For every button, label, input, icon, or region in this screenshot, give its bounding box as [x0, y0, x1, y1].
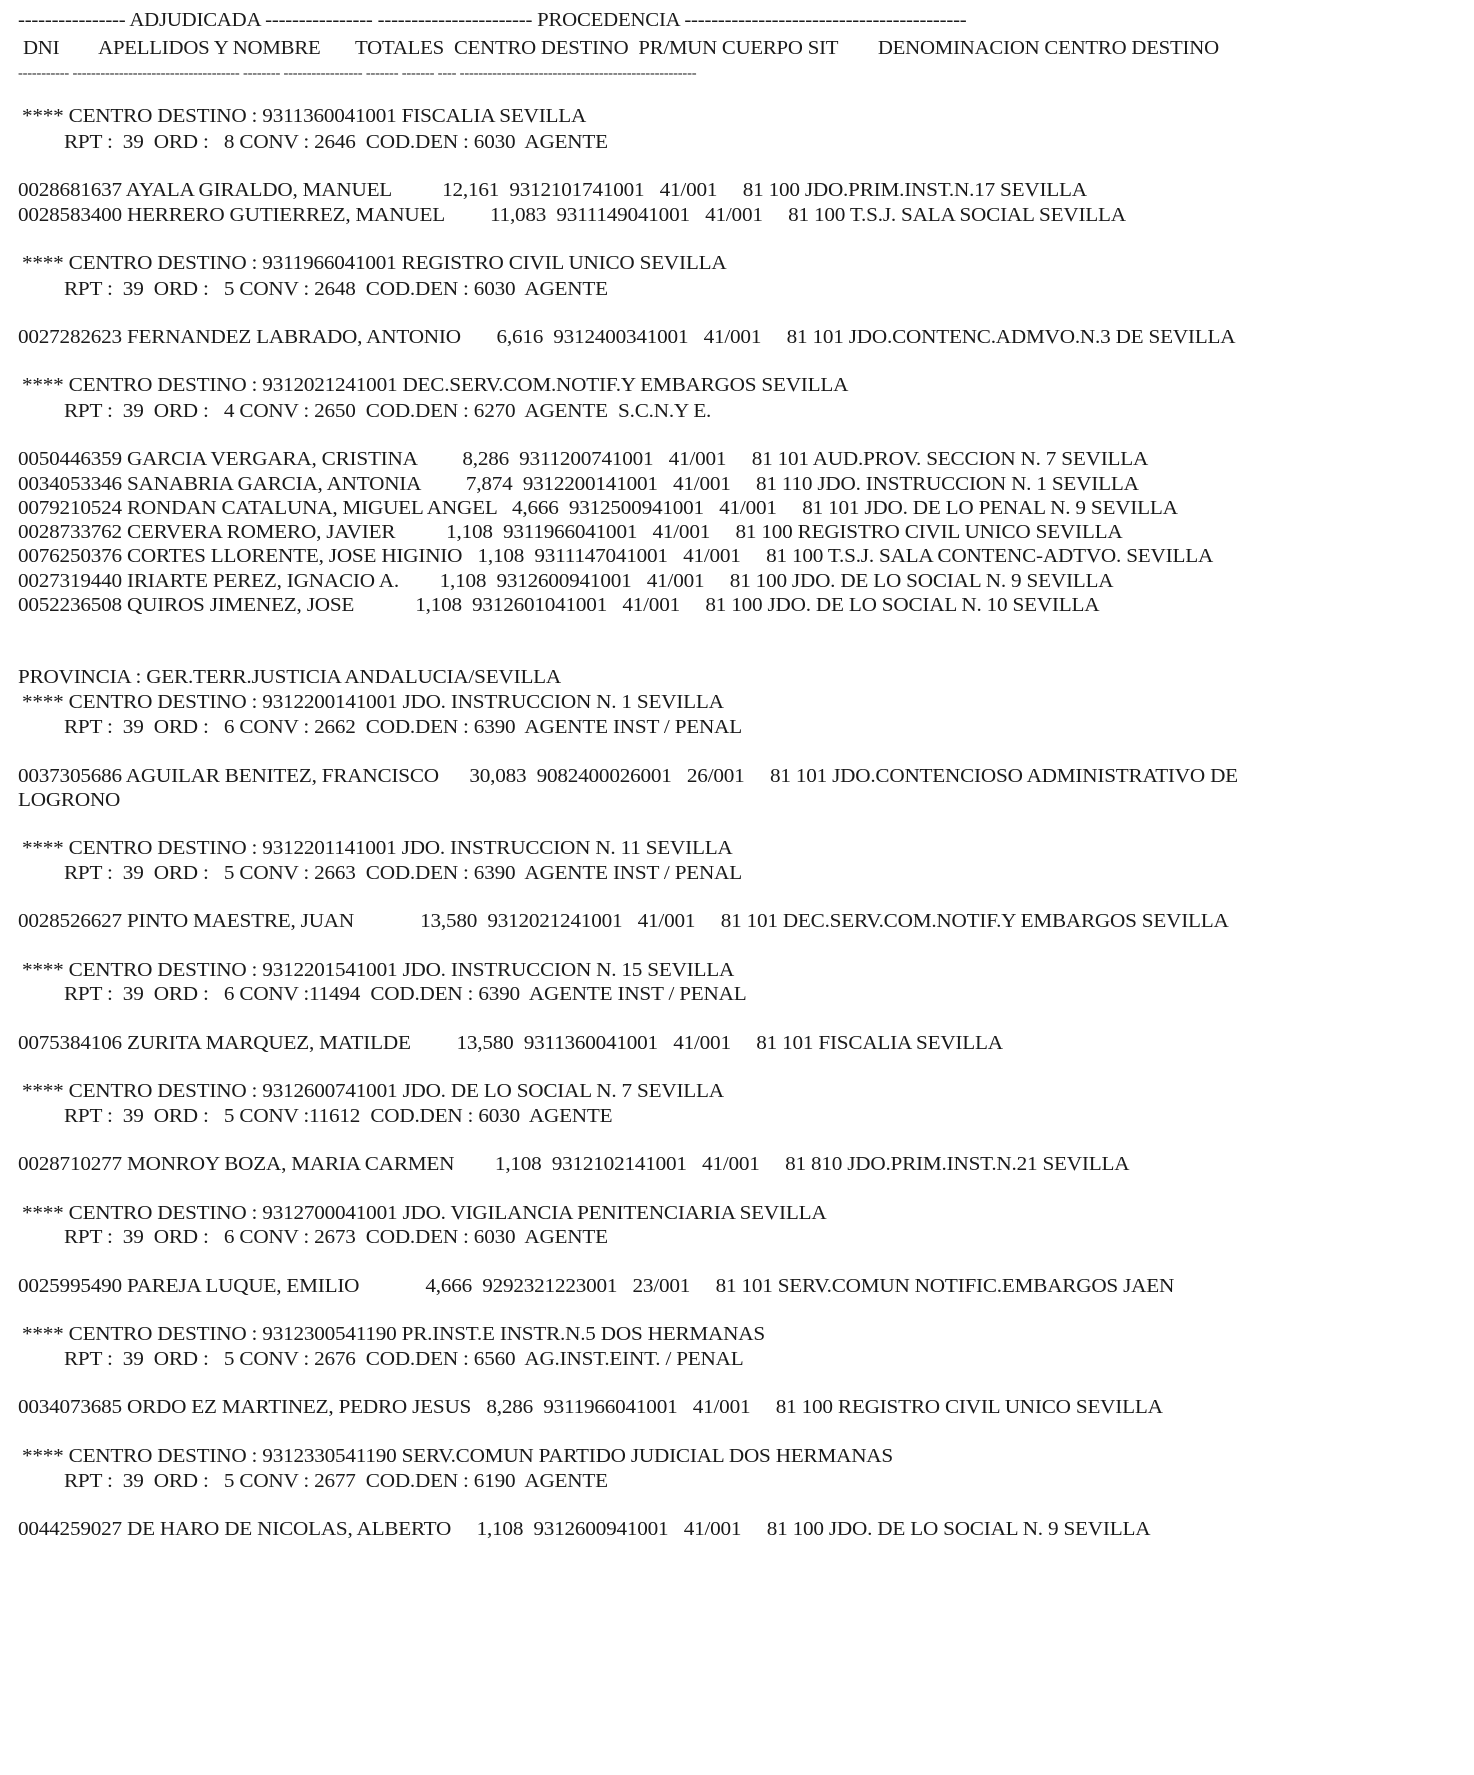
centro-destino-heading: **** CENTRO DESTINO : 9312201141001 JDO. INSTRUCCION N. 11 SEVILLA: [22, 837, 733, 859]
rpt-line: RPT : 39 ORD : 8 CONV : 2646 COD.DEN : 6030 AGENTE: [64, 131, 608, 153]
rpt-line: RPT : 39 ORD : 5 CONV : 2663 COD.DEN : 6390 AGENTE INST / PENAL: [64, 862, 742, 884]
centro-destino-heading: **** CENTRO DESTINO : 9312200141001 JDO. INSTRUCCION N. 1 SEVILLA: [22, 691, 724, 713]
rpt-line: RPT : 39 ORD : 4 CONV : 2650 COD.DEN : 6270 AGENTE S.C.N.Y E.: [64, 400, 712, 422]
table-row: 0037305686 AGUILAR BENITEZ, FRANCISCO 30,083 9082400026001 26/001 81 101 JDO.CONTENCIOSO ADMINISTRATIVO DE: [18, 765, 1238, 787]
table-row: 0044259027 DE HARO DE NICOLAS, ALBERTO 1,108 9312600941001 41/001 81 100 JDO. DE LO SOCIAL N. 9 SEVILLA: [18, 1518, 1151, 1540]
rpt-line: RPT : 39 ORD : 5 CONV : 2676 COD.DEN : 6560 AG.INST.EINT. / PENAL: [64, 1348, 744, 1370]
table-row: 0028681637 AYALA GIRALDO, MANUEL 12,161 9312101741001 41/001 81 100 JDO.PRIM.INST.N.17 SEVILLA: [18, 179, 1087, 201]
table-row: 0027319440 IRIARTE PEREZ, IGNACIO A. 1,108 9312600941001 41/001 81 100 JDO. DE LO SOCIAL N. 9 SEVILLA: [18, 570, 1114, 592]
centro-destino-heading: **** CENTRO DESTINO : 9312600741001 JDO. DE LO SOCIAL N. 7 SEVILLA: [22, 1080, 724, 1102]
table-row: 0076250376 CORTES LLORENTE, JOSE HIGINIO 1,108 9311147041001 41/001 81 100 T.S.J. SALA CONTENC-ADTVO. SEVILLA: [18, 545, 1214, 567]
table-row: 0025995490 PAREJA LUQUE, EMILIO 4,666 9292321223001 23/001 81 101 SERV.COMUN NOTIFIC.EMBARGOS JAEN: [18, 1275, 1175, 1297]
rpt-line: RPT : 39 ORD : 6 CONV : 2662 COD.DEN : 6390 AGENTE INST / PENAL: [64, 716, 742, 738]
table-row: 0034053346 SANABRIA GARCIA, ANTONIA 7,874 9312200141001 41/001 81 110 JDO. INSTRUCCION N. 1 SEVILLA: [18, 473, 1139, 495]
table-row: 0028710277 MONROY BOZA, MARIA CARMEN 1,108 9312102141001 41/001 81 810 JDO.PRIM.INST.N.21 SEVILLA: [18, 1153, 1130, 1175]
table-row: 0075384106 ZURITA MARQUEZ, MATILDE 13,580 9311360041001 41/001 81 101 FISCALIA SEVILLA: [18, 1032, 1003, 1054]
centro-destino-heading: **** CENTRO DESTINO : 9311360041001 FISCALIA SEVILLA: [22, 105, 587, 127]
centro-destino-heading: **** CENTRO DESTINO : 9311966041001 REGISTRO CIVIL UNICO SEVILLA: [22, 252, 727, 274]
rpt-line: RPT : 39 ORD : 6 CONV :11494 COD.DEN : 6390 AGENTE INST / PENAL: [64, 983, 747, 1005]
table-row-continuation: LOGRONO: [18, 789, 121, 811]
rpt-line: RPT : 39 ORD : 5 CONV : 2648 COD.DEN : 6030 AGENTE: [64, 278, 608, 300]
table-row: 0027282623 FERNANDEZ LABRADO, ANTONIO 6,616 9312400341001 41/001 81 101 JDO.CONTENC.ADMVO.N.3 DE SEVILLA: [18, 326, 1236, 348]
rpt-line: RPT : 39 ORD : 5 CONV : 2677 COD.DEN : 6190 AGENTE: [64, 1470, 608, 1492]
header-rule-bottom: ----------- ------------------------------------ -------- ----------------- ------- ------- ---- ---------------------------------------------------: [18, 66, 697, 81]
centro-destino-heading: **** CENTRO DESTINO : 9312021241001 DEC.SERV.COM.NOTIF.Y EMBARGOS SEVILLA: [22, 374, 849, 396]
centro-destino-heading: **** CENTRO DESTINO : 9312201541001 JDO. INSTRUCCION N. 15 SEVILLA: [22, 959, 735, 981]
table-row: 0034073685 ORDO EZ MARTINEZ, PEDRO JESUS 8,286 9311966041001 41/001 81 100 REGISTRO CIVIL UNICO SEVILLA: [18, 1396, 1163, 1418]
centro-destino-heading: **** CENTRO DESTINO : 9312300541190 PR.INST.E INSTR.N.5 DOS HERMANAS: [22, 1323, 765, 1345]
centro-destino-heading: **** CENTRO DESTINO : 9312700041001 JDO. VIGILANCIA PENITENCIARIA SEVILLA: [22, 1202, 827, 1224]
table-row: 0028733762 CERVERA ROMERO, JAVIER 1,108 9311966041001 41/001 81 100 REGISTRO CIVIL UNICO SEVILLA: [18, 521, 1123, 543]
rpt-line: RPT : 39 ORD : 5 CONV :11612 COD.DEN : 6030 AGENTE: [64, 1105, 613, 1127]
table-row: 0028526627 PINTO MAESTRE, JUAN 13,580 9312021241001 41/001 81 101 DEC.SERV.COM.NOTIF.Y EMBARGOS SEVILLA: [18, 910, 1229, 932]
table-row: 0052236508 QUIROS JIMENEZ, JOSE 1,108 9312601041001 41/001 81 100 JDO. DE LO SOCIAL N. 10 SEVILLA: [18, 594, 1100, 616]
centro-destino-heading: **** CENTRO DESTINO : 9312330541190 SERV.COMUN PARTIDO JUDICIAL DOS HERMANAS: [22, 1445, 893, 1467]
table-row: 0050446359 GARCIA VERGARA, CRISTINA 8,286 9311200741001 41/001 81 101 AUD.PROV. SECCION N. 7 SEVILLA: [18, 448, 1149, 470]
provincia-heading: PROVINCIA : GER.TERR.JUSTICIA ANDALUCIA/SEVILLA: [18, 666, 562, 688]
header-rule-top: ---------------- ADJUDICADA ---------------- ----------------------- PROCEDENCIA ------------------------------------------: [18, 9, 967, 31]
rpt-line: RPT : 39 ORD : 6 CONV : 2673 COD.DEN : 6030 AGENTE: [64, 1226, 608, 1248]
table-row: 0079210524 RONDAN CATALUNA, MIGUEL ANGEL 4,666 9312500941001 41/001 81 101 JDO. DE LO PENAL N. 9 SEVILLA: [18, 497, 1178, 519]
column-headers: DNI APELLIDOS Y NOMBRE TOTALES CENTRO DESTINO PR/MUN CUERPO SIT DENOMINACION CENTRO DESTINO: [18, 37, 1219, 59]
table-row: 0028583400 HERRERO GUTIERREZ, MANUEL 11,083 9311149041001 41/001 81 100 T.S.J. SALA SOCIAL SEVILLA: [18, 204, 1126, 226]
